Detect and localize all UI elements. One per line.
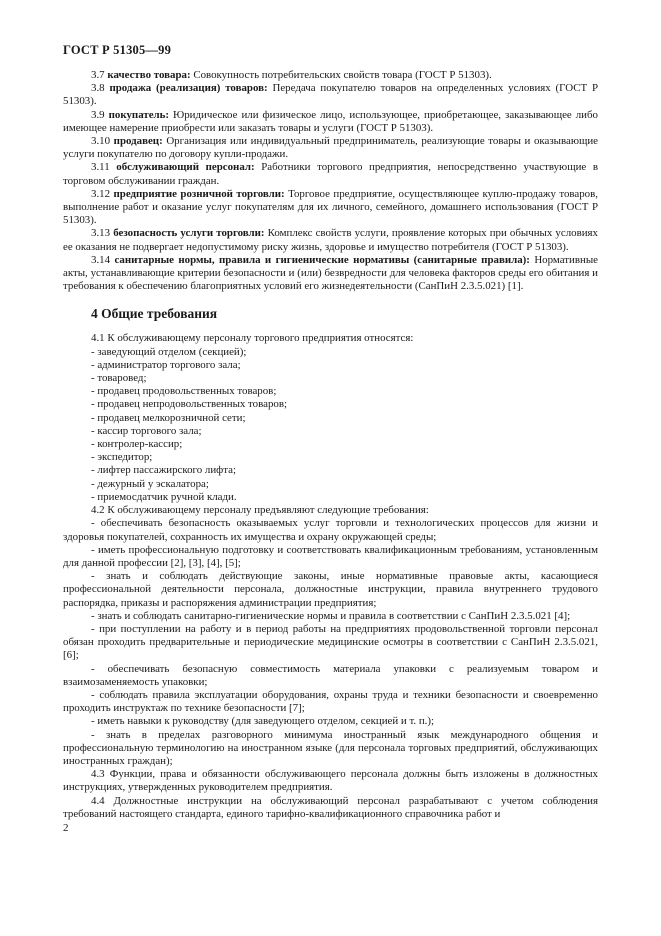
page-number: 2 bbox=[63, 822, 69, 834]
list-item: - иметь навыки к руководству (для заведующего отделом, секцией и т. п.); bbox=[91, 715, 435, 728]
definition-3-13: 3.13 безопасность услуги торговли: Комплекс свойств услуги, проявление которых при обычных условиях ее оказания не подвергает недопустимому риску жизнь, здоровье и имущество потребителя (ГОСТ Р 51303). bbox=[63, 227, 598, 253]
clause-intro: 4.1 К обслуживающему персоналу торгового предприятия относятся: bbox=[91, 332, 414, 345]
term: качество товара: bbox=[107, 69, 191, 81]
list-item: - продавец мелкорозничной сети; bbox=[91, 411, 246, 424]
definition-3-11: 3.11 обслуживающий персонал: Работники торгового предприятия, непосредственно участвующие в торговом обслуживании граждан. bbox=[63, 161, 598, 187]
list-item: - контролер-кассир; bbox=[91, 438, 183, 451]
clause-4-4: 4.4 Должностные инструкции на обслуживающий персонал разрабатывают с учетом соблюдения требований настоящего стандарта, единого тарифно-квалификационного справочника работ и bbox=[63, 794, 598, 820]
list-item: - экспедитор; bbox=[91, 451, 153, 464]
term: безопасность услуги торговли: bbox=[113, 227, 265, 240]
term: покупатель: bbox=[108, 108, 170, 121]
list-item: - продавец непродовольственных товаров; bbox=[91, 398, 288, 411]
list-item: - при поступлении на работу и в период работы на предприятиях продовольственной торговли персонал обязан проходить предварительные и периодические медицинские осмотры в соответствии с СанПиН 2.3.5.021, [6]; bbox=[63, 622, 598, 662]
list-item: - дежурный у эскалатора; bbox=[91, 477, 209, 490]
clause-intro: 4.2 К обслуживающему персоналу предъявляют следующие требования: bbox=[91, 504, 429, 517]
definition-3-8: 3.8 продажа (реализация) товаров: Передача покупателю товаров на определенных условиях (ГОСТ Р 51303). bbox=[63, 82, 599, 108]
list-item: - знать и соблюдать действующие законы, иные нормативные правовые акты, касающиеся профессиональной деятельности персонала, должностные инструкции, правила внутреннего трудового распорядка, приказы и распоряжения администрации предприятия; bbox=[63, 570, 598, 609]
list-item: - товаровед; bbox=[91, 372, 147, 385]
section-heading: 4 Общие требования bbox=[91, 306, 218, 322]
definition-3-12: 3.12 предприятие розничной торговли: Торговое предприятие, осуществляющее куплю-продажу товаров, выполнение работ и оказание услуг покупателям для их личного, семейного, домашнего использования (ГОСТ Р 51303). bbox=[63, 187, 598, 227]
definition-3-14: 3.14 санитарные нормы, правила и гигиенические нормативы (санитарные правила): Нормативные акты, устанавливающие критерии безопасности и (или) безвредности для человека факторов среды его обитания и требования к обеспечению благоприятных условий его жизнедеятельности (СанПиН 2.3.5.021) [1]. bbox=[63, 253, 598, 293]
list-item: - соблюдать правила эксплуатации оборудования, охраны труда и техники безопасности и своевременно проходить инструктаж по технике безопасности [7]; bbox=[63, 688, 598, 715]
list-item: - продавец продовольственных товаров; bbox=[91, 385, 277, 398]
document-header: ГОСТ Р 51305—99 bbox=[63, 43, 172, 57]
list-item: - знать и соблюдать санитарно-гигиенические нормы и правила в соответствии с СанПиН 2.3.5.021 [4]; bbox=[91, 609, 571, 622]
term: предприятие розничной торговли: bbox=[113, 187, 285, 200]
definitions-block bbox=[63, 69, 598, 293]
list-item: - знать в пределах разговорного минимума иностранный язык международного общения и профессиональную терминологию на иностранном языке (для персонала торговых предприятий, обслуживающих иностранных граждан); bbox=[63, 728, 598, 767]
list-item: - лифтер пассажирского лифта; bbox=[91, 464, 236, 477]
clause-4-3: 4.3 Функции, права и обязанности обслуживающего персонала должны быть изложены в должностных инструкциях, утвержденных руководителем предприятия. bbox=[63, 768, 598, 794]
list-item: - кассир торгового зала; bbox=[91, 424, 202, 437]
definition-3-10: 3.10 продавец: Организация или индивидуальный предприниматель, реализующие товары и оказывающие услуги покупателю по договору купли-продажи. bbox=[63, 135, 598, 161]
term: санитарные нормы, правила и гигиенические нормативы (санитарные правила): bbox=[114, 253, 530, 266]
term: обслуживающий персонал: bbox=[116, 161, 255, 174]
term: продажа (реализация) товаров: bbox=[109, 82, 268, 95]
list-item: - обеспечивать безопасную совместимость материала упаковки с реализуемым товаром и взаимозаменяемость упаковки; bbox=[63, 662, 598, 688]
definition-3-9: 3.9 покупатель: Юридическое или физическое лицо, использующее, приобретающее, заказывающее либо имеющее намерение приобрести или заказать товары и услуги (ГОСТ Р 51303). bbox=[63, 108, 598, 134]
list-item: - иметь профессиональную подготовку и соответствовать квалификационным требованиям, установленным для данной профессии [2], [3], [4], [5]; bbox=[63, 543, 598, 569]
clause-4-1 bbox=[63, 332, 598, 504]
list-item: - заведующий отделом (секцией); bbox=[91, 345, 247, 358]
definition-3-7: 3.7 качество товара: Совокупность потребительских свойств товара (ГОСТ Р 51303). bbox=[91, 69, 492, 81]
term: продавец: bbox=[113, 135, 163, 148]
list-item: - администратор торгового зала; bbox=[91, 358, 241, 371]
document-body bbox=[63, 69, 598, 821]
list-item: - приемосдатчик ручной клади. bbox=[91, 490, 237, 503]
list-item: - обеспечивать безопасность оказываемых услуг торговли и технологических процессов для жизни и здоровья покупателей, сохранность их имущества и охрану окружающей среды; bbox=[63, 517, 598, 543]
clause-4-2 bbox=[63, 504, 598, 768]
